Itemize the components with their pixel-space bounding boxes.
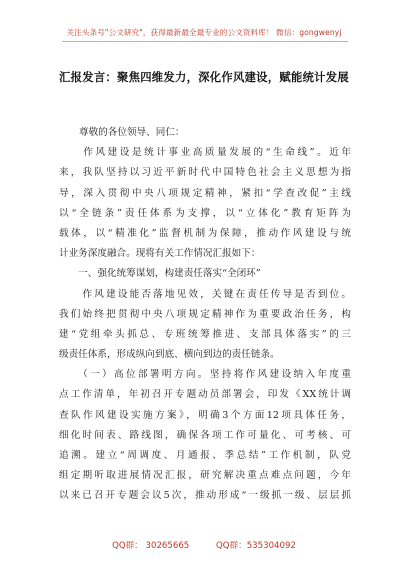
body-line: 组定期听取进展情况汇报，研究解决重点难点问题，今年 [59, 470, 351, 482]
body-line: 以来已召开专题会议5次，推动形成“一级抓一级、层层抓 [59, 490, 351, 502]
footer-qq-group-2: QQ群：535304092 [216, 541, 296, 551]
body-line: （一）高位部署明方向。坚持将作风建设纳入年度重 [59, 369, 351, 381]
body-line: 来，我队坚持以习近平新时代中国特色社会主义思想为指 [59, 167, 351, 179]
greeting-line: 尊敬的各位领导、同仁： [79, 127, 185, 138]
body-line: 追溯。建立“周调度、月通报、季总结”工作机制，队党 [59, 450, 351, 461]
body-line: 计业务深度融合。现将有关工作情况汇报如下： [59, 248, 261, 260]
body-line: 作风建设能否落地见效，关键在责任传导是否到位。 [59, 288, 351, 300]
body-line: 载体，以“精准化”监督机制为保障，推动作风建设与统 [59, 227, 351, 239]
footer-qq-group-1: QQ群： 30265665 [112, 541, 190, 551]
header-divider [62, 41, 348, 42]
page-header-banner: 关注头条号"公文研究"，获得最新最全最专业的公文资料库！ 微信：gongwenyj [66, 28, 342, 37]
body-line: 以“全链条”责任体系为支撑，以“立体化”教育矩阵为 [59, 207, 351, 219]
document-body [59, 123, 351, 507]
body-line: 点工作清单，年初召开专题动员部署会，印发《XX统计调 [59, 389, 351, 401]
body-line: 导，深入贯彻中央八项规定精神，紧扣“学查改促”主线 [59, 187, 351, 199]
body-line: 作风建设是统计事业高质量发展的“生命线”。近年 [59, 147, 351, 159]
body-line: 细化时间表、路线图，确保各项工作可量化、可考核、可 [59, 429, 351, 441]
page-footer [0, 539, 408, 551]
section-heading: 一、强化统筹谋划，构建责任落实“全闭环” [59, 268, 261, 280]
body-line: 级责任体系，形成纵向到底、横向到边的责任链条。 [59, 349, 280, 361]
document-title: 汇报发言：聚焦四维发力，深化作风建设，赋能统计发展 [59, 71, 349, 84]
body-line: 我们始终把贯彻中央八项规定精神作为重要政治任务，构 [59, 308, 351, 320]
body-line: 建“党组牵头抓总、专班统筹推进、支部具体落实”的三 [59, 328, 351, 340]
body-line: 查队作风建设实施方案》，明确3个方面12项具体任务， [59, 409, 351, 421]
